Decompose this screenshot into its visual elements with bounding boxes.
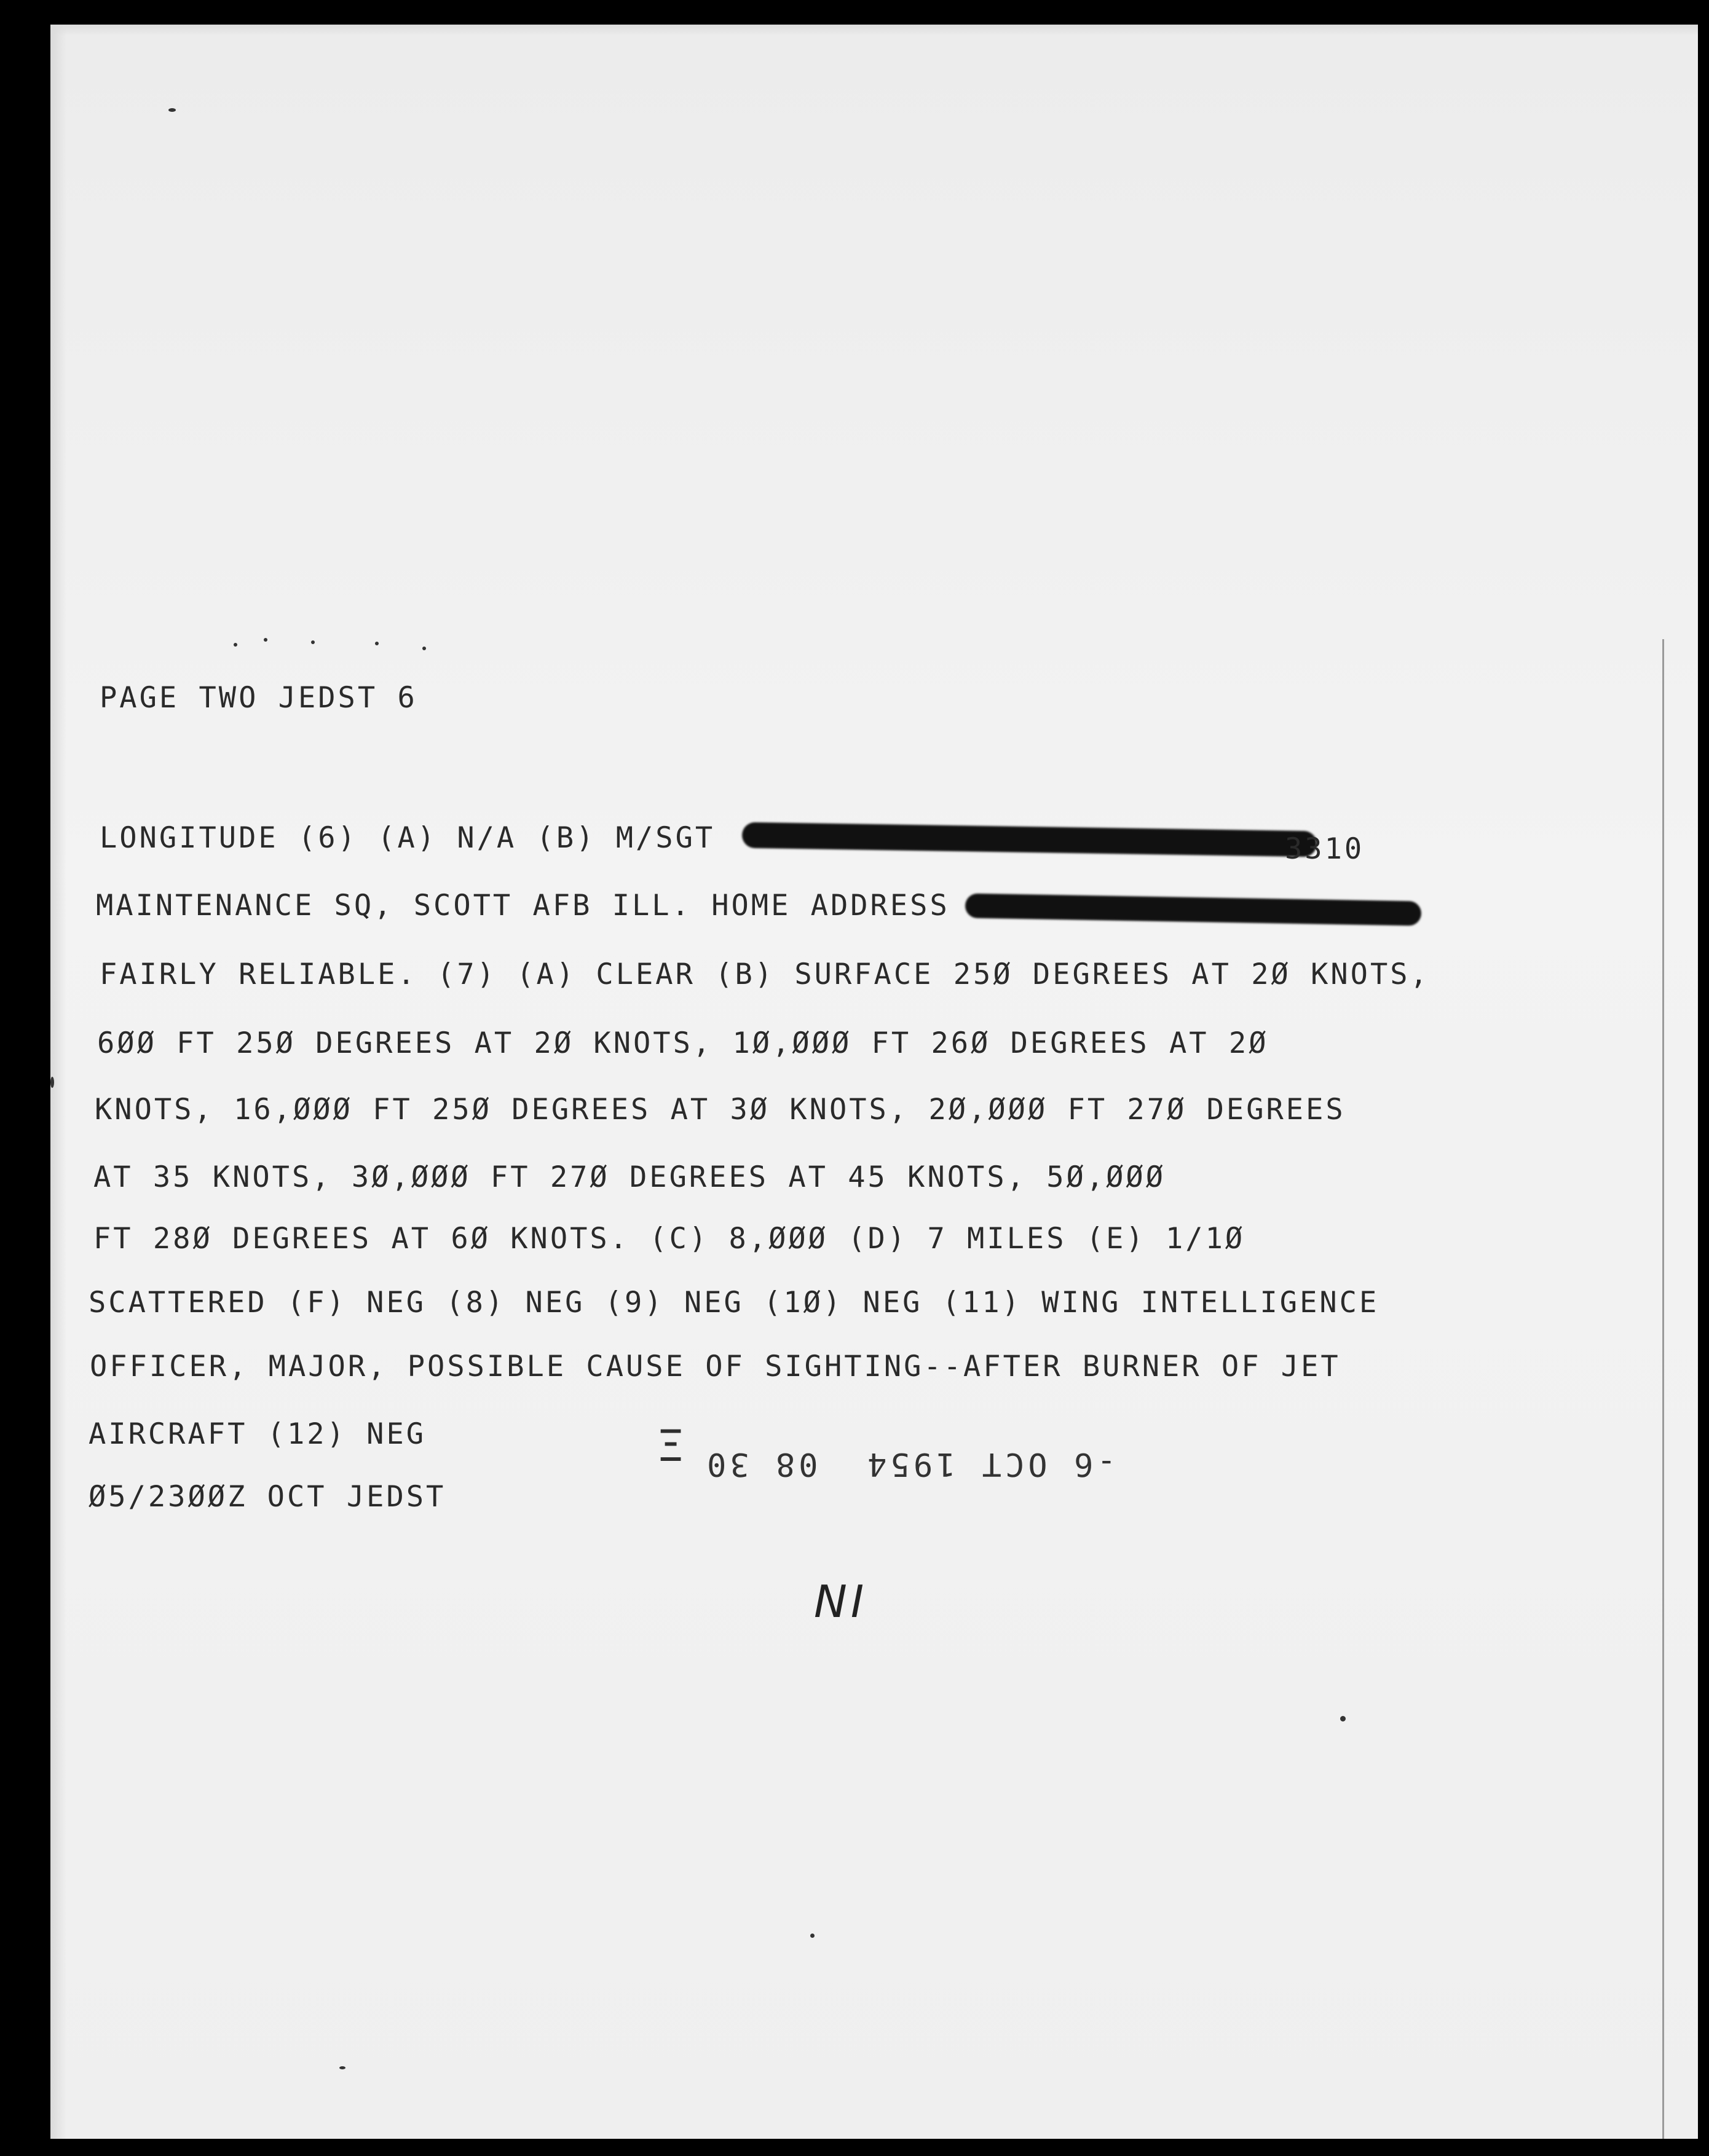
text-line-7: FT 28Ø DEGREES AT 6Ø KNOTS. (C) 8,ØØØ (D) 7 MILES (E) 1/1Ø [93, 1222, 1245, 1256]
redaction-bar [742, 822, 1317, 857]
dust-speck [234, 643, 237, 647]
redaction-bar [965, 894, 1422, 926]
dust-speck [264, 638, 267, 642]
text-line-1: LONGITUDE (6) (A) N/A (B) M/SGT [100, 821, 716, 855]
text-line-10: AIRCRAFT (12) NEG [89, 1417, 427, 1451]
handwritten-initials: NI [814, 1576, 868, 1627]
text-line-3: FAIRLY RELIABLE. (7) (A) CLEAR (B) SURFACE 25Ø DEGREES AT 2Ø KNOTS, [100, 958, 1430, 991]
document-page [50, 25, 1698, 2139]
text-line-5: KNOTS, 16,ØØØ FT 25Ø DEGREES AT 3Ø KNOTS, 2Ø,ØØØ FT 27Ø DEGREES [95, 1093, 1346, 1127]
dust-speck [1340, 1716, 1346, 1721]
dust-speck [339, 2066, 345, 2069]
text-line-2: MAINTENANCE SQ, SCOTT AFB ILL. HOME ADDRESS [96, 889, 950, 923]
dust-speck [168, 108, 176, 112]
dust-speck [422, 647, 426, 650]
stamp-mark: Ξ [658, 1421, 684, 1471]
squadron-number: 3310 [1285, 832, 1365, 866]
dust-speck [810, 1934, 815, 1938]
dust-speck [311, 640, 315, 644]
text-line-4: 6ØØ FT 25Ø DEGREES AT 2Ø KNOTS, 1Ø,ØØØ FT 26Ø DEGREES AT 2Ø [97, 1026, 1269, 1060]
text-line-8: SCATTERED (F) NEG (8) NEG (9) NEG (1Ø) NEG (11) WING INTELLIGENCE [89, 1286, 1379, 1320]
page-top-shadow [50, 25, 1698, 36]
text-line-9: OFFICER, MAJOR, POSSIBLE CAUSE OF SIGHTING--AFTER BURNER OF JET [90, 1350, 1341, 1383]
text-line-6: AT 35 KNOTS, 3Ø,ØØØ FT 27Ø DEGREES AT 45 KNOTS, 5Ø,ØØØ [93, 1160, 1166, 1194]
page-right-rule [1662, 639, 1664, 2139]
page-header: PAGE TWO JEDST 6 [100, 681, 417, 715]
dust-speck [375, 642, 379, 645]
receipt-stamp: -6 OCT 1954 08 30 [703, 1446, 1116, 1482]
dust-speck [50, 1077, 54, 1088]
date-time-group: Ø5/23ØØZ OCT JEDST [89, 1480, 446, 1514]
